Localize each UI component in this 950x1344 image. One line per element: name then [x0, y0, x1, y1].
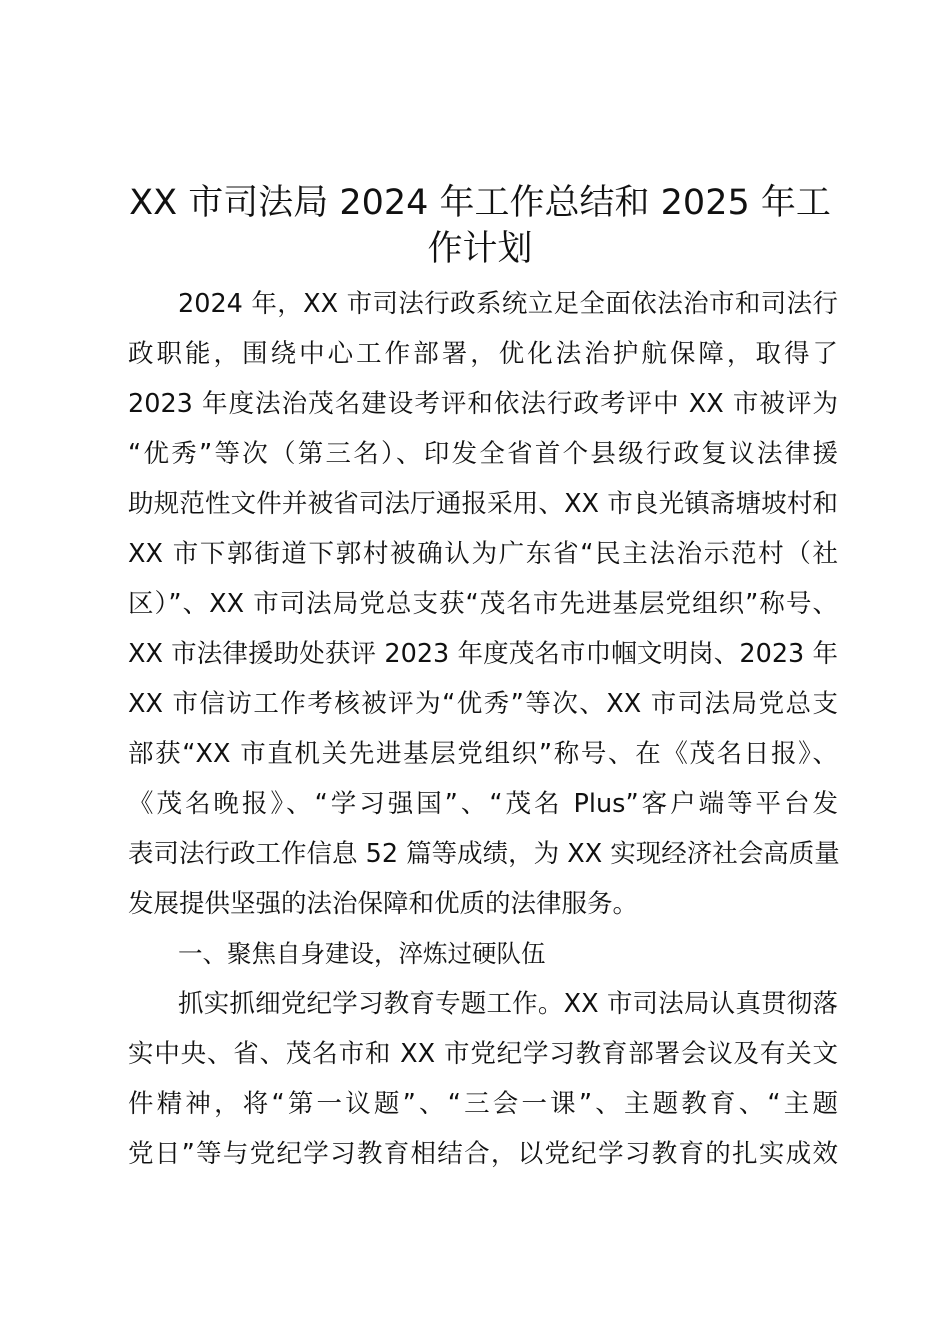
paragraph-line: “优秀”等次（第三名）、印发全省首个县级行政复议法律援 — [128, 439, 838, 469]
paragraph-line: 实中央、省、茂名市和 XX 市党纪学习教育部署会议及有关文 — [128, 1039, 838, 1069]
paragraph-line: 抓实抓细党纪学习教育专题工作。XX 市司法局认真贯彻落 — [178, 989, 838, 1019]
paragraph-line: 发展提供坚强的法治保障和优质的法律服务。 — [128, 889, 639, 919]
paragraph-line: 《茂名晚报》、“学习强国”、“茂名 Plus”客户端等平台发 — [128, 789, 838, 819]
paragraph-line: 助规范性文件并被省司法厅通报采用、XX 市良光镇斋塘坡村和 — [128, 489, 838, 519]
paragraph-line: 2024 年，XX 市司法行政系统立足全面依法治市和司法行 — [178, 289, 838, 319]
title-line-2: 作计划 — [427, 229, 533, 269]
title-line-1: XX 市司法局 2024 年工作总结和 2025 年工 — [129, 183, 831, 223]
document-title — [120, 180, 840, 272]
paragraph-line: 表司法行政工作信息 52 篇等成绩，为 XX 实现经济社会高质量 — [128, 839, 840, 869]
paragraph-line: 区）”、XX 市司法局党总支获“茂名市先进基层党组织”称号、 — [128, 589, 838, 619]
paragraph-line: XX 市法律援助处获评 2023 年度茂名市巾帼文明岗、2023 年 — [128, 639, 838, 669]
section-heading: 一、聚焦自身建设，淬炼过硬队伍 — [178, 939, 546, 968]
paragraph-line: 政职能，围绕中心工作部署，优化法治护航保障，取得了 — [128, 339, 838, 369]
paragraph-line: XX 市信访工作考核被评为“优秀”等次、XX 市司法局党总支 — [128, 689, 838, 719]
paragraph-line: 2023 年度法治茂名建设考评和依法行政考评中 XX 市被评为 — [128, 389, 838, 419]
paragraph-line: 党日”等与党纪学习教育相结合，以党纪学习教育的扎实成效 — [128, 1139, 838, 1169]
paragraph-line: 部获“XX 市直机关先进基层党组织”称号、在《茂名日报》、 — [128, 739, 838, 769]
paragraph-line: XX 市下郭街道下郭村被确认为广东省“民主法治示范村（社 — [128, 539, 838, 569]
paragraph-line: 件精神，将“第一议题”、“三会一课”、主题教育、“主题 — [128, 1089, 838, 1119]
